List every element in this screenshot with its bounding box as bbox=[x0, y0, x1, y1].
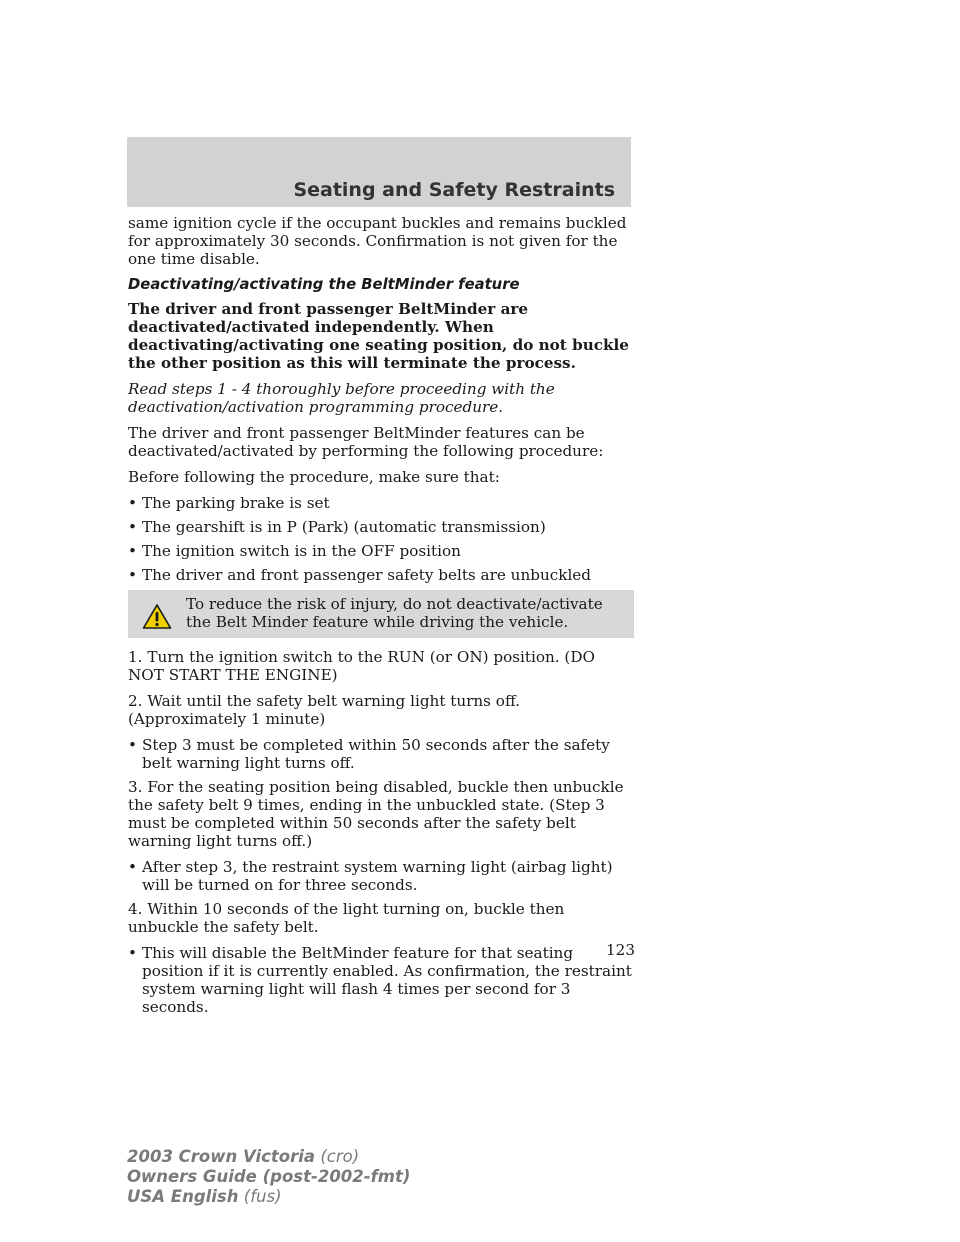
italic-note: Read steps 1 - 4 thoroughly before proceeding with the deactivation/activation programming procedure. bbox=[128, 380, 555, 416]
bullet-glyph: • bbox=[128, 566, 137, 584]
bold-note: The driver and front passenger BeltMinder are deactivated/activated independently. When deactivating/activating one seating position, do not buckle the other position as this will terminate the process. bbox=[128, 300, 629, 372]
header-band bbox=[127, 137, 631, 207]
paragraph-before: Before following the procedure, make sure that: bbox=[128, 468, 500, 486]
footer-line-1 bbox=[127, 1147, 410, 1167]
footer-language-code: (fus) bbox=[243, 1187, 282, 1206]
checklist-item bbox=[128, 566, 634, 584]
page-content bbox=[128, 214, 634, 1022]
checklist-item-text: The gearshift is in P (Park) (automatic transmission) bbox=[142, 518, 546, 536]
footer bbox=[127, 1147, 410, 1207]
checklist-item-text: The ignition switch is in the OFF position bbox=[142, 542, 461, 560]
warning-text: To reduce the risk of injury, do not deactivate/activate the Belt Minder feature while driving the vehicle. bbox=[186, 595, 603, 631]
checklist-item-text: The driver and front passenger safety belts are unbuckled bbox=[142, 566, 592, 584]
footer-line-3 bbox=[127, 1187, 410, 1207]
bullet-glyph: • bbox=[128, 518, 137, 536]
step-4: 4. Within 10 seconds of the light turning on, buckle then unbuckle the safety belt. bbox=[128, 900, 565, 936]
step-2: 2. Wait until the safety belt warning light turns off. (Approximately 1 minute) bbox=[128, 692, 521, 728]
subheading: Deactivating/activating the BeltMinder feature bbox=[128, 276, 520, 293]
footer-model: 2003 Crown Victoria bbox=[127, 1147, 316, 1166]
step-4-note bbox=[128, 944, 634, 1016]
step-1: 1. Turn the ignition switch to the RUN (or ON) position. (DO NOT START THE ENGINE) bbox=[128, 648, 595, 684]
section-title: Seating and Safety Restraints bbox=[293, 179, 615, 201]
bullet-glyph: • bbox=[128, 494, 137, 512]
warning-triangle-icon bbox=[142, 603, 172, 630]
checklist-item bbox=[128, 542, 634, 560]
footer-guide: Owners Guide (post-2002-fmt) bbox=[127, 1167, 411, 1186]
checklist-item bbox=[128, 494, 634, 512]
bullet-glyph: • bbox=[128, 542, 137, 560]
step-4-note-text: This will disable the BeltMinder feature for that seating position if it is currently enabled. As confirmation, the restraint system warning light will flash 4 times per second for 3 seconds. bbox=[142, 944, 632, 1016]
step-3: 3. For the seating position being disabled, buckle then unbuckle the safety belt 9 times, ending in the unbuckled state. (Step 3 must be completed within 50 seconds after the safety belt warning light turns off.) bbox=[128, 778, 624, 850]
checklist-item bbox=[128, 518, 634, 536]
checklist-item-text: The parking brake is set bbox=[142, 494, 330, 512]
paragraph-continuation: same ignition cycle if the occupant buckles and remains buckled for approximately 30 seconds. Confirmation is not given for the one time disable. bbox=[128, 214, 627, 268]
bullet-glyph: • bbox=[128, 736, 137, 754]
page-number: 123 bbox=[606, 941, 635, 959]
step-2-note-text: Step 3 must be completed within 50 seconds after the safety belt warning light turns off. bbox=[142, 736, 610, 772]
bullet-glyph: • bbox=[128, 858, 137, 876]
step-3-note-text: After step 3, the restraint system warning light (airbag light) will be turned on for three seconds. bbox=[142, 858, 613, 894]
footer-line-2 bbox=[127, 1167, 410, 1187]
footer-model-code: (cro) bbox=[320, 1147, 360, 1166]
footer-language: USA English bbox=[127, 1187, 239, 1206]
warning-box bbox=[128, 590, 634, 638]
bullet-glyph: • bbox=[128, 944, 137, 962]
step-3-note bbox=[128, 858, 634, 894]
step-2-note bbox=[128, 736, 634, 772]
paragraph-procedure: The driver and front passenger BeltMinder features can be deactivated/activated by performing the following procedure: bbox=[128, 424, 604, 460]
